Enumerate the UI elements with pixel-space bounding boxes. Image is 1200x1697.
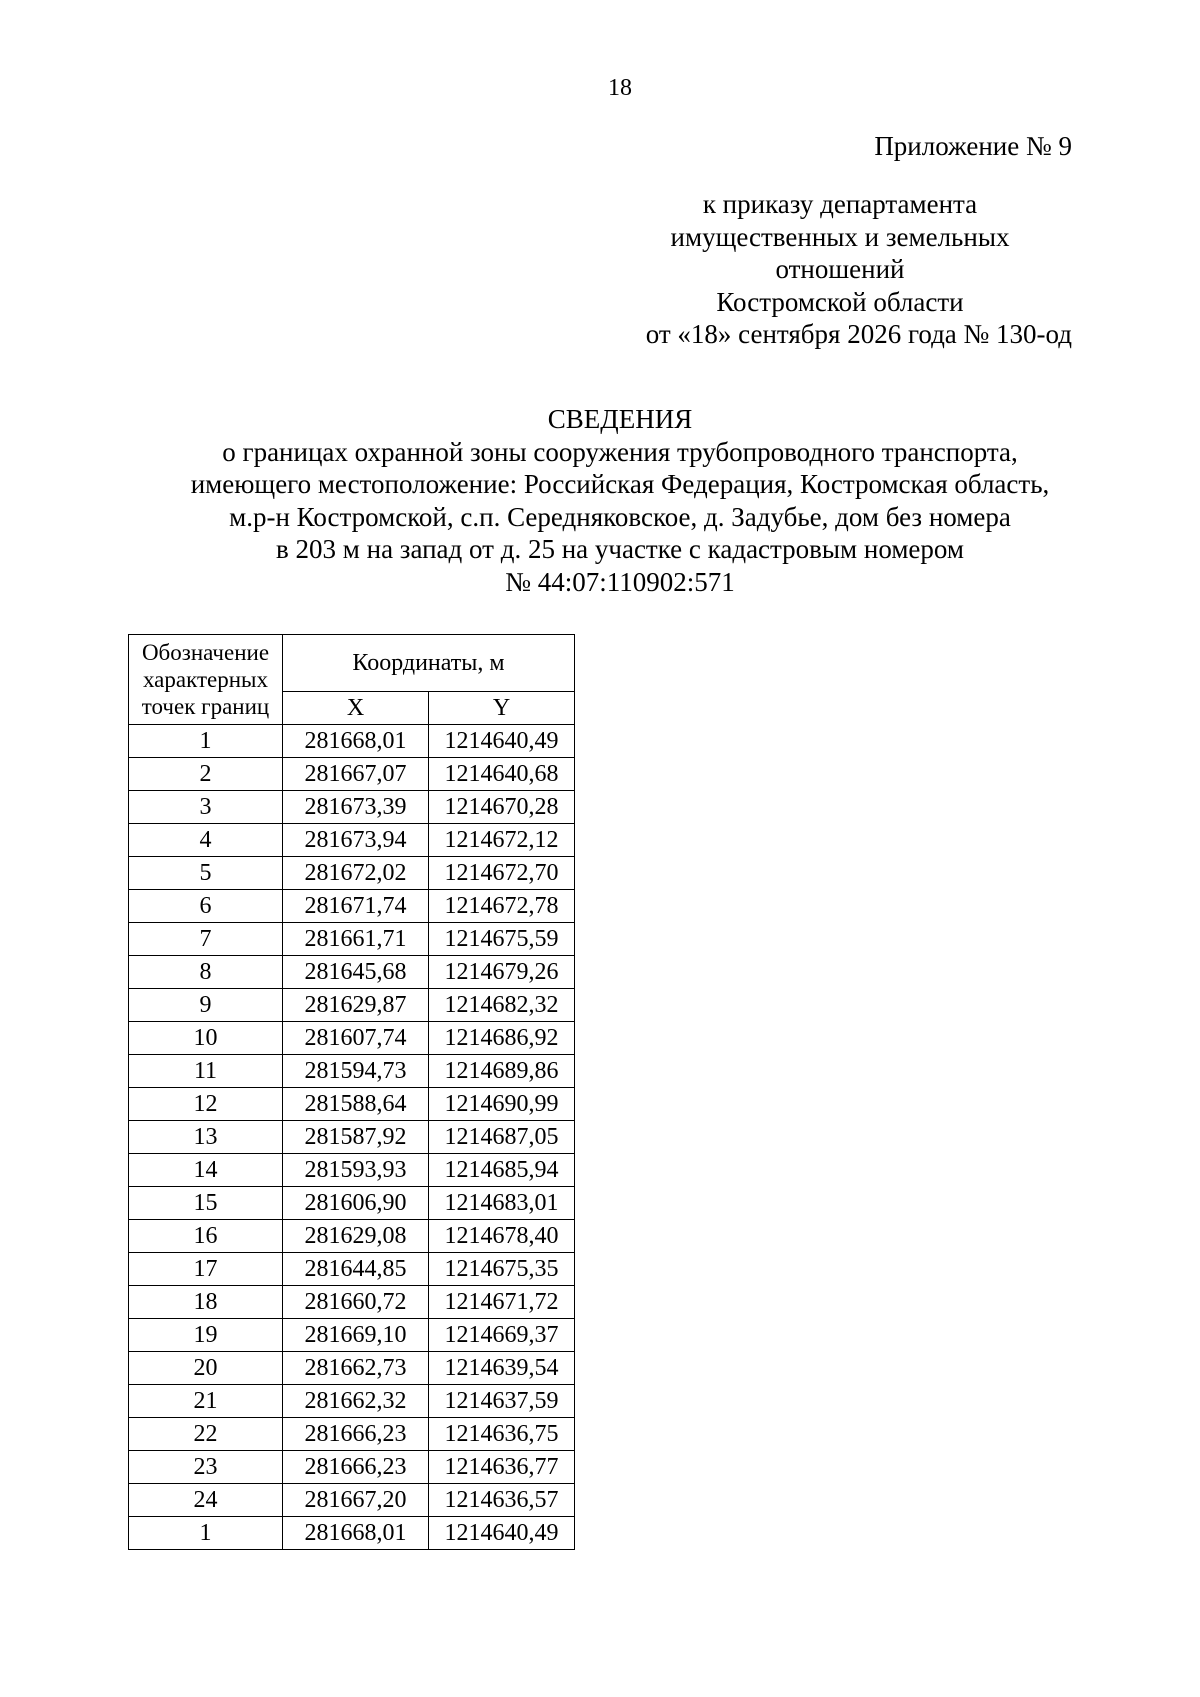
y-cell: 1214675,59 [429,923,575,956]
x-cell: 281668,01 [283,725,429,758]
x-cell: 281629,87 [283,989,429,1022]
table-row [129,1484,575,1517]
table-row [129,1055,575,1088]
point-cell: 11 [129,1055,283,1088]
table-row [129,1517,575,1550]
point-cell: 9 [129,989,283,1022]
order-line: Костромской области [716,286,964,317]
table-row [129,1022,575,1055]
heading-line: имеющего местоположение: Российская Федерация, Костромская область, [190,469,1050,499]
x-cell: 281606,90 [283,1187,429,1220]
point-cell: 15 [129,1187,283,1220]
heading-line: в 203 м на запад от д. 25 на участке с кадастровым номером [276,534,964,564]
y-cell: 1214689,86 [429,1055,575,1088]
header-y: Y [429,692,575,725]
table-row [129,824,575,857]
y-cell: 1214636,77 [429,1451,575,1484]
point-cell: 1 [129,725,283,758]
table-row [129,758,575,791]
point-cell: 10 [129,1022,283,1055]
y-cell: 1214670,28 [429,791,575,824]
point-cell: 14 [129,1154,283,1187]
x-cell: 281671,74 [283,890,429,923]
point-cell: 22 [129,1418,283,1451]
point-cell: 3 [129,791,283,824]
x-cell: 281594,73 [283,1055,429,1088]
y-cell: 1214672,78 [429,890,575,923]
y-cell: 1214678,40 [429,1220,575,1253]
coordinates-table [128,634,575,1550]
table-row [129,890,575,923]
point-cell: 16 [129,1220,283,1253]
heading-line: № 44:07:110902:571 [505,566,735,597]
x-cell: 281644,85 [283,1253,429,1286]
header-coordinates: Координаты, м [283,635,575,692]
table-row [129,857,575,890]
point-cell: 24 [129,1484,283,1517]
table-row [129,1253,575,1286]
y-cell: 1214685,94 [429,1154,575,1187]
table-row [129,923,575,956]
x-cell: 281629,08 [283,1220,429,1253]
point-cell: 7 [129,923,283,956]
document-heading [0,403,1200,598]
y-cell: 1214669,37 [429,1319,575,1352]
table-row [129,1286,575,1319]
order-reference [600,188,1080,351]
table-row [129,1451,575,1484]
y-cell: 1214690,99 [429,1088,575,1121]
table-row [129,1385,575,1418]
y-cell: 1214672,12 [429,824,575,857]
appendix-title: Приложение № 9 [874,131,1072,161]
heading-line: м.р-н Костромской, с.п. Середняковское, д. Задубье, дом без номера [229,501,1011,532]
x-cell: 281673,39 [283,791,429,824]
order-line: к приказу департамента [702,189,978,219]
point-cell: 20 [129,1352,283,1385]
order-line: имущественных и земельных [670,221,1010,252]
point-cell: 8 [129,956,283,989]
order-line: отношений [775,254,905,284]
heading-line: о границах охранной зоны сооружения трубопроводного транспорта, [222,436,1018,467]
x-cell: 281673,94 [283,824,429,857]
x-cell: 281587,92 [283,1121,429,1154]
point-cell: 5 [129,857,283,890]
table-body [129,725,575,1550]
x-cell: 281662,73 [283,1352,429,1385]
x-cell: 281666,23 [283,1418,429,1451]
x-cell: 281662,32 [283,1385,429,1418]
point-cell: 4 [129,824,283,857]
table-row [129,1121,575,1154]
point-cell: 1 [129,1517,283,1550]
y-cell: 1214640,68 [429,758,575,791]
y-cell: 1214687,05 [429,1121,575,1154]
table-row [129,1088,575,1121]
x-cell: 281661,71 [283,923,429,956]
y-cell: 1214636,75 [429,1418,575,1451]
x-cell: 281668,01 [283,1517,429,1550]
y-cell: 1214671,72 [429,1286,575,1319]
x-cell: 281593,93 [283,1154,429,1187]
point-cell: 19 [129,1319,283,1352]
point-cell: 13 [129,1121,283,1154]
y-cell: 1214679,26 [429,956,575,989]
point-cell: 6 [129,890,283,923]
x-cell: 281607,74 [283,1022,429,1055]
order-date-line: от «18» сентября 2026 года № 130-од [645,319,1072,349]
y-cell: 1214637,59 [429,1385,575,1418]
x-cell: 281666,23 [283,1451,429,1484]
y-cell: 1214636,57 [429,1484,575,1517]
point-cell: 12 [129,1088,283,1121]
point-cell: 2 [129,758,283,791]
table-row [129,1418,575,1451]
table-row [129,1220,575,1253]
table-row [129,1187,575,1220]
table-row [129,1352,575,1385]
y-cell: 1214639,54 [429,1352,575,1385]
y-cell: 1214640,49 [429,1517,575,1550]
y-cell: 1214675,35 [429,1253,575,1286]
table-row [129,725,575,758]
y-cell: 1214683,01 [429,1187,575,1220]
table-row [129,989,575,1022]
header-x: X [283,692,429,725]
y-cell: 1214682,32 [429,989,575,1022]
x-cell: 281667,20 [283,1484,429,1517]
table-row [129,1319,575,1352]
heading-title: СВЕДЕНИЯ [547,404,693,434]
point-cell: 21 [129,1385,283,1418]
x-cell: 281667,07 [283,758,429,791]
page-number: 18 [608,75,632,101]
table-row [129,956,575,989]
y-cell: 1214640,49 [429,725,575,758]
point-cell: 18 [129,1286,283,1319]
y-cell: 1214686,92 [429,1022,575,1055]
table-row [129,1154,575,1187]
x-cell: 281645,68 [283,956,429,989]
point-cell: 17 [129,1253,283,1286]
table-row [129,791,575,824]
x-cell: 281660,72 [283,1286,429,1319]
y-cell: 1214672,70 [429,857,575,890]
x-cell: 281672,02 [283,857,429,890]
x-cell: 281669,10 [283,1319,429,1352]
x-cell: 281588,64 [283,1088,429,1121]
point-cell: 23 [129,1451,283,1484]
header-points: Обозначение характерных точек границ [129,635,283,725]
